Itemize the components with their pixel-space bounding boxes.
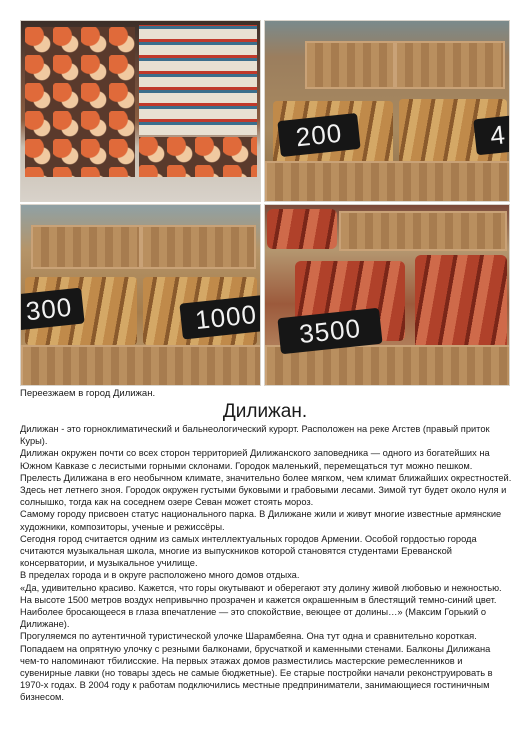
fish-crate <box>305 41 395 89</box>
price-tag: 200 <box>277 113 360 157</box>
page-title: Дилижан. <box>222 401 308 422</box>
fish-crate <box>339 211 507 251</box>
caviar-jars <box>139 137 257 177</box>
paragraph: Прелесть Дилижана в его необычном климате, значительно более мягком, чем климат ближайших окрестностей. Здесь нет летнего зноя. Городок окружен густыми буковыми и грабовыми лесами. Зимой тут будет около нуля и солнышко, тогда как на соседнем озере Севан может стоять мороз. <box>20 472 512 508</box>
price-tag: 1000 <box>179 294 261 339</box>
fish-tins <box>139 25 257 135</box>
price-tag: 300 <box>20 288 85 331</box>
paragraph: Сегодня город считается одним из самых интеллектуальных городов Армении. Особой гордостью города считаются музыкальная школа, многие из выпускников которой становятся студентами Ереванской консерватории, и музыкальное училище. <box>20 533 477 569</box>
paragraph: Дилижан окружен почти со всех сторон территорией Дилижанского заповедника — одного из богатейших на Южном Кавказе с лесистыми горными склонами. Городок маленький, перемещаться тут можно пешком. <box>20 448 490 471</box>
paragraph: Дилижан - это горноклиматический и бальнеологический курорт. Расположен на реке Агстев (правый приток Куры). <box>20 424 490 447</box>
fish-crate <box>141 225 256 269</box>
paragraph: Прогуляемся по аутентичной туристической улочке Шарамбеяна. Она тут одна и сравнительно короткая. Попадаем на опрятную улочку с резными балконами, брусчаткой и каменными стенами. Балконы Дилижана чем-то напоминают тбилисские. На первых этажах домов разместились мастерские ремесленников и сувенирные лавки (но товары здесь не самые бюджетные). Ее старые постройки начали реконструировать в 1970-х годах. В 2004 году к работам подключились местные предприниматели, занимающиеся гостиничным бизнесом. <box>20 631 493 703</box>
price-tag: 3500 <box>277 308 382 354</box>
photo-smoked-fish-crates <box>264 20 510 202</box>
paragraph: Самому городу присвоен статус национального парка. В Дилижане жили и живут многие известные армянские художники, композиторы, ученые и режиссёры. <box>20 509 502 532</box>
price-tag: 4 <box>473 115 510 156</box>
fish-crate <box>21 345 261 386</box>
paragraph: В пределах города и в округе расположено много домов отдыха. <box>20 570 300 581</box>
fish-crate <box>265 161 510 202</box>
photo-fish-boxes <box>20 204 261 386</box>
fish-crate <box>31 225 141 269</box>
photo-caviar-display <box>20 20 261 202</box>
photo-collage <box>20 20 510 386</box>
paragraph: «Да, удивительно красиво. Кажется, что горы окутывают и оберегают эту долину живой любовью и нежностью. На высоте 1500 метров воздух непривычно прозрачен и кажется окрашенным в блестящий темно-синий цвет. Наиболее бросающееся в глаза впечатление — это спокойствие, веющее от долины…» (Максим Горький о Дилижане). <box>20 582 502 630</box>
photo-red-fish <box>264 204 510 386</box>
caviar-jars <box>25 27 135 177</box>
article-body <box>20 423 512 704</box>
red-fish <box>267 209 337 249</box>
fish-crate <box>395 41 505 89</box>
photo-caption: Переезжаем в город Дилижан. <box>20 388 156 399</box>
